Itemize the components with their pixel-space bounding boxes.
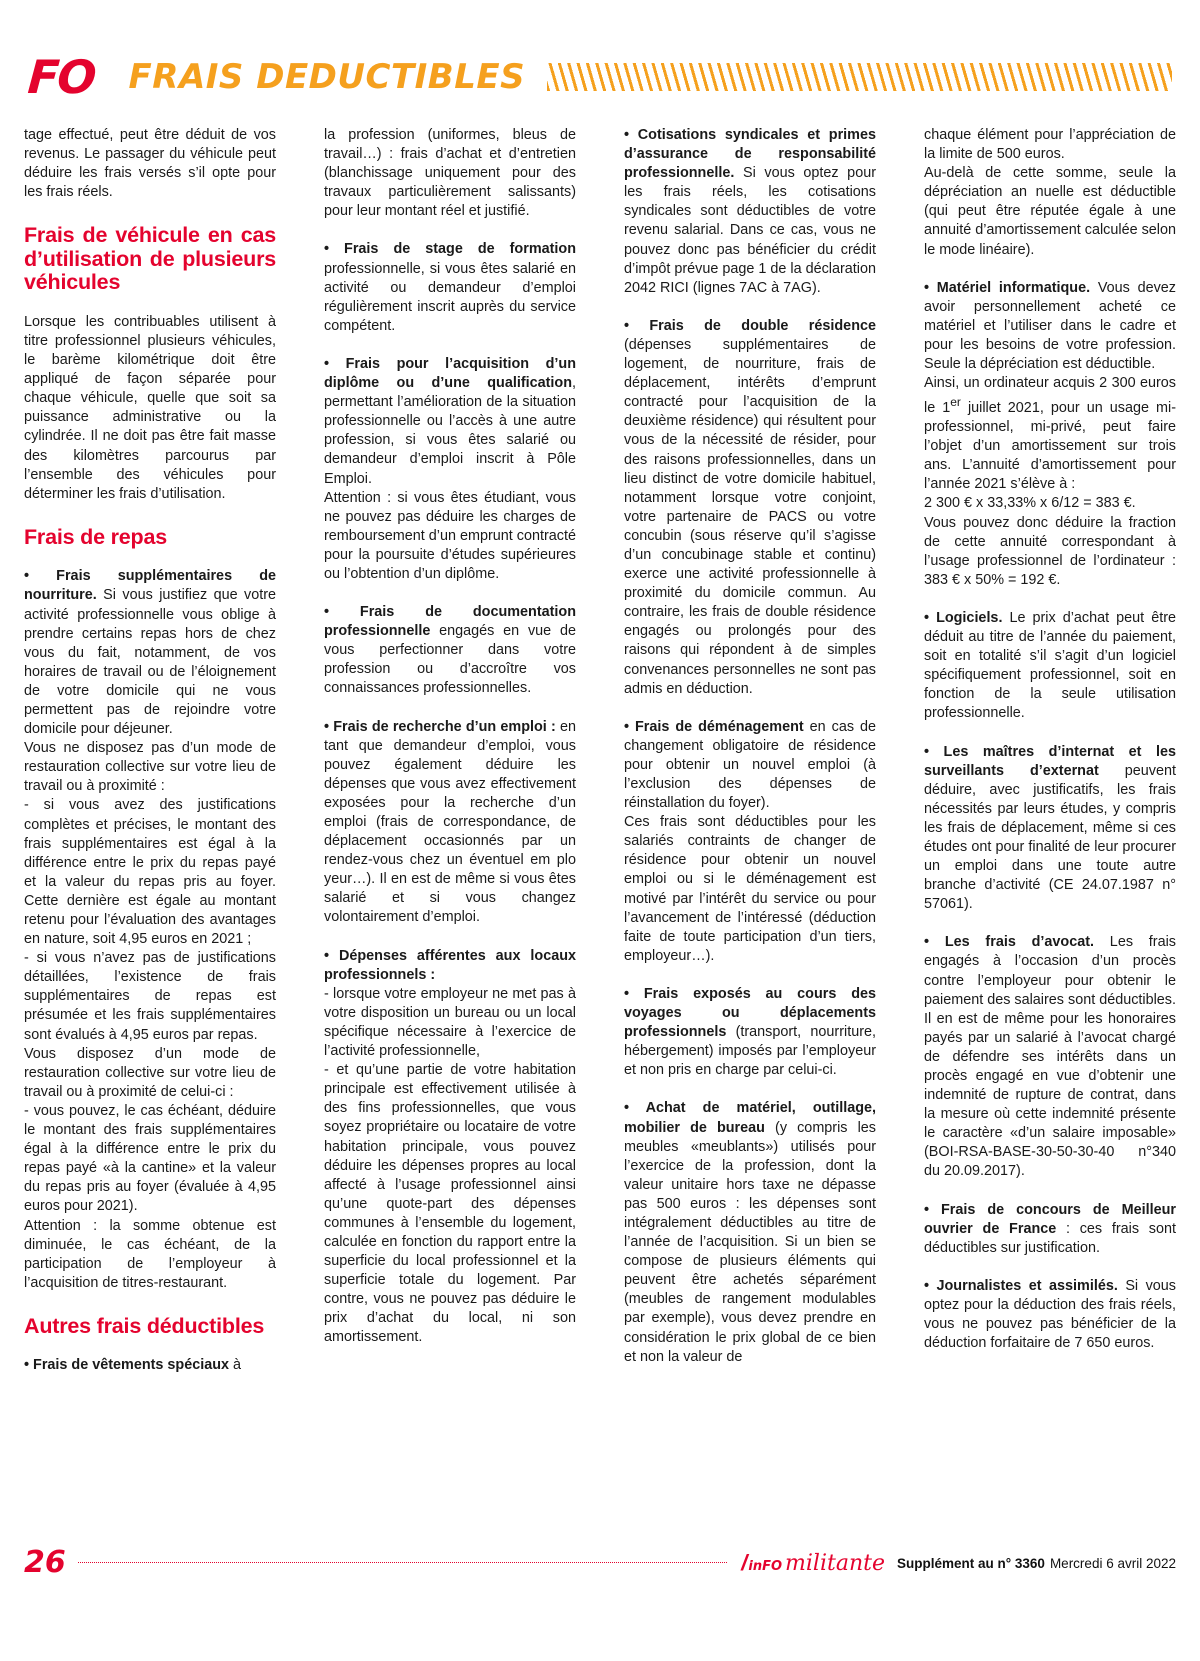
paragraph-spacer [324,699,576,718]
body-paragraph: tage effectué, peut être déduit de vos revenus. Le passager du véhicule peut déduire les frais versés s’il opte pour les frais réels. [24,127,276,201]
paragraph-spacer [624,1080,876,1099]
body-paragraph: - si vous n’avez pas de justifications détaillées, l’existence de frais supplémentaires de repas est présumée et les frais supplémentaires sont évalués à 4,95 euros par repas. [24,950,276,1043]
body-paragraph: • Frais pour l’acquisition d’un diplôme ou d’une qualification, permettant l’amélioration de la situation professionnelle ou l’accès à une autre profession, si vous êtes salarié ou demandeur d’emploi inscrit à Pôle Emploi. [324,355,576,487]
column-4 [924,126,1176,1546]
paragraph-spacer [324,336,576,355]
body-paragraph: • Frais de déménagement en cas de changement obligatoire de résidence pour obtenir un nouvel emploi (à l’exclusion des dépenses de réinstallation du foyer). [624,718,876,812]
article-columns [24,126,1176,1546]
body-paragraph: • Frais supplémentaires de nourriture. Si vous justifiez que votre activité professionnelle vous oblige à prendre certains repas hors de chez vous du fait, notamment, de vos horaires de travail ou de l’éloignement de votre domicile qui ne vous permettent pas de rejoindre votre domicile pour déjeuner. [24,568,276,738]
paragraph-spacer [624,966,876,985]
body-paragraph: • Cotisations syndicales et primes d’assurance de responsabilité professionnelle. Si vous optez pour les frais réels, les cotisations syndicales sont déductibles de votre revenu salarial. Dans ce cas, vous ne pouvez donc pas bénéficier du crédit d’impôt prévue page 1 de la déclaration 2042 RICI (lignes 7AC à 7AG). [624,127,877,296]
paragraph-spacer [924,1182,1176,1201]
body-paragraph: • Frais de documentation professionnelle engagés en vue de vous perfectionner dans votre profession ou d’accroître vos connaissances professionnelles. [324,604,576,697]
page-title: FRAIS DEDUCTIBLES [128,57,526,97]
body-paragraph: • Frais de vêtements spéciaux à [24,1357,242,1374]
fo-logo: FO [26,50,97,104]
body-paragraph: • Matériel informatique. Vous devez avoir personnellement acheté ce matériel et l’utiliser dans le cadre et pour les besoins de votre profession. Seule la dépréciation est déductible. [924,279,1176,373]
body-paragraph: la profession (uniformes, bleus de travail…) : frais d’achat et d’entretien (blanchissage uniquement pour des travaux particulièrement salissants) pour leur montant réel et justifié. [324,127,576,220]
footer-supplement-label: Supplément au n° 3360 [896,1555,1045,1571]
body-paragraph: • Journalistes et assimilés. Si vous optez pour la déduction des frais réels, vous ne pouvez pas bénéficier de la déduction forfaitaire de 7 650 euros. [924,1277,1176,1352]
body-paragraph: - si vous avez des justifications complètes et précises, le montant des frais supplémentaires est égal à la différence entre le prix du repas payé et la valeur du repas pris au foyer. Cette dernière est égale au montant retenu pour l’évaluation des avantages en nature, soit 4,95 euros en 2021 ; [24,797,276,948]
body-paragraph: Ces frais sont déductibles pour les salariés contraints de changer de résidence pour obtenir un nouvel emploi ou si le déménagement est motivé par l’intérêt du service ou pour l’avancement de l’intéressé (déduction faite de toute participation d’un tiers, employeur…). [624,814,876,964]
body-paragraph: • Frais de concours de Meilleur ouvrier de France : ces frais sont déductibles sur justification. [924,1201,1176,1256]
body-paragraph: Ainsi, un ordinateur acquis 2 300 euros le 1er juillet 2021, pour un usage mi-professionnel, mi-privé, peut faire l’objet d’un amortissement sur trois ans. L’annuité d’amortissement pour l’année 2021 s’élève à : [924,375,1176,493]
paragraph-spacer [924,260,1176,279]
paragraph-spacer [924,590,1176,609]
paragraph-spacer [324,928,576,947]
section-heading: Frais de repas [24,524,167,549]
paragraph-spacer [924,724,1176,743]
brand-slash-icon: / [741,1550,748,1575]
body-paragraph: Attention : la somme obtenue est diminuée, le cas échéant, de la participation de l’employeur à l’acquisition de titres-restaurant. [24,1217,276,1291]
page-footer [24,1543,1176,1583]
paragraph-spacer [324,584,576,603]
body-paragraph: Vous disposez d’un mode de restauration collective sur votre lieu de travail ou à proximité de celui-ci : [24,1045,276,1100]
body-paragraph: - lorsque votre employeur ne met pas à votre disposition un bureau ou un local spécifique nécessaire à l’exercice de l’activité professionnelle, [324,985,576,1060]
footer-date: Mercredi 6 avril 2022 [1049,1555,1176,1571]
body-paragraph: • Les frais d’avocat. Les frais engagés à l’occasion d’un procès contre l’employeur pour obtenir le paiement des salaires sont déductibles. Il en est de même pour les honoraires payés par un salarié à l’avocat chargé de défendre ses intérêts dans un procès engagé en vue d’obtenir une indemnité de rupture de contrat, dans la mesure où cette indemnité présente le caractère «d’un salaire imposable» (BOI-RSA-BASE-30-50-30-40 n°340 du 20.09.2017). [924,934,1176,1180]
body-paragraph: • Frais exposés au cours des voyages ou déplacements professionnels (transport, nourriture, hébergement) imposés par l’employeur et non pris en charge par celui-ci. [624,985,876,1079]
body-paragraph: • Logiciels. Le prix d’achat peut être déduit au titre de l’année du paiement, soit en totalité s’il s’agit d’un logiciel spécifiquement professionnel, soit en fonction de la seule utilisation professionnelle. [924,609,1176,722]
page-number: 26 [24,1545,66,1580]
column-1 [24,126,276,1546]
paragraph-spacer [624,699,876,718]
footer-divider [78,1562,727,1564]
body-paragraph: Attention : si vous êtes étudiant, vous ne pouvez pas déduire les charges de remboursement d’un emprunt contracté pour la poursuite d’études supérieures ou l’obtention d’un diplôme. [324,489,576,582]
body-paragraph: Vous pouvez donc déduire la fraction de cette annuité correspondant à l’usage professionnel de l’ordinateur : 383 € x 50% = 192 €. [924,514,1176,588]
body-paragraph: • Frais de recherche d’un emploi : en tant que demandeur d’emploi, vous pouvez également déduire les dépenses que vous avez effectivement exposées pour la recherche d’un emploi (frais de correspondance, de déplacement occasionnés par un rendez-vous chez un éventuel em plo yeur…). Il en est de même si vous êtes salarié et si vous changez volontairement d’emploi. [324,718,576,926]
body-paragraph: • Dépenses afférentes aux locaux professionnels : [324,947,576,983]
paragraph-spacer [324,221,576,240]
brand-militante-wordmark: militante [785,1551,885,1576]
paragraph-spacer [624,298,876,317]
body-paragraph: • Frais de stage de formation professionnelle, si vous êtes salarié en activité ou demandeur d’emploi régulièrement inscrit auprès du service compétent. [324,241,576,334]
brand-info-logo: inFO [748,1559,783,1574]
paragraph-spacer [924,1258,1176,1277]
body-paragraph: - vous pouvez, le cas échéant, déduire le montant des frais supplémentaires égal à la différence entre le prix du repas payé «à la cantine» et la valeur du repas pris au foyer (évaluée à 4,95 euros pour 2021). [24,1102,276,1215]
footer-brand [741,1550,897,1576]
body-paragraph: Au-delà de cette somme, seule la dépréciation an nuelle est déductible (qui peut être réputée égale à une annuité d’amortissement calculée selon le mode linéaire). [924,165,1176,258]
column-3 [624,126,876,1546]
body-paragraph: chaque élément pour l’appréciation de la limite de 500 euros. [924,127,1176,163]
body-paragraph: • Achat de matériel, outillage, mobilier de bureau (y compris les meubles «meublants») utilisés pour l’exercice de la profession, dont la valeur unitaire hors taxe ne dépasse pas 500 euros : les dépenses sont intégralement déductibles au titre de l’année de l’acquisition. Si un bien se compose de plusieurs éléments qui peuvent être achetés séparément (meubles de rangement modulables par exemple), vous devez prendre en considération le prix global de ce bien et non la valeur de [624,1100,876,1365]
body-paragraph: 2 300 € x 33,33% x 6/12 = 383 €. [924,495,1136,512]
section-heading: Autres frais déductibles [24,1313,265,1338]
column-2 [324,126,576,1546]
paragraph-spacer [924,914,1176,933]
hatch-pattern-decoration [547,63,1172,91]
body-paragraph: - et qu’une partie de votre habitation principale est effectivement utilisée à des fins professionnelles, que vous soyez propriétaire ou locataire de votre habitation principale, vous pouvez déduire les dépenses propres au local affecté à l’usage professionnel ainsi qu’une quote-part des dépenses communes à l’ensemble du logement, calculée en fonction du rapport entre la superficie du local professionnel et la superficie totale du logement. Par contre, vous ne pouvez pas déduire le prix d’achat du local, ni son amortissement. [324,1062,576,1346]
masthead [28,48,1172,106]
body-paragraph: Lorsque les contribuables utilisent à titre professionnel plusieurs véhicules, le barème kilométrique doit être appliqué de façon séparée pour chaque véhicule, quelle que soit sa puissance administrative ou la cylindrée. Il ne doit pas être fait masse des kilomètres parcourus par l’ensemble des véhicules pour déterminer les frais d’utilisation. [24,313,276,502]
body-paragraph: • Frais de double résidence (dépenses supplémentaires de logement, de nourriture, frais de déplacement, intérêts d’emprunt contracté pour l’acquisition de la deuxième résidence) qui résultent pour vous de la nécessité de résider, pour des raisons professionnelles, dans un lieu distinct de votre domicile habituel, notamment lorsque votre conjoint, votre partenaire de PACS ou votre concubin (sous réserve qu’il s’agisse d’un concubinage stable et continu) exerce une activité professionnelle à proximité du domicile commun. Au contraire, les frais de double résidence engagés ou prolongés pour des raisons qui répondent à de simples convenances personnelles ne sont pas admis en déduction. [624,317,876,697]
body-paragraph: • Les maîtres d’internat et les surveillants d’externat peuvent déduire, avec justificatifs, les frais nécessités par leurs études, y compris les frais de déplacement, même si ces études ont pour finalité de leur procurer un emploi dans une toute autre branche d’activité (CE 24.07.1987 n° 57061). [924,743,1176,913]
section-heading: Frais de véhicule en cas d’utilisation de plusieurs véhicules [24,223,276,295]
body-paragraph: Vous ne disposez pas d’un mode de restauration collective sur votre lieu de travail ou à proximité : [24,740,276,795]
